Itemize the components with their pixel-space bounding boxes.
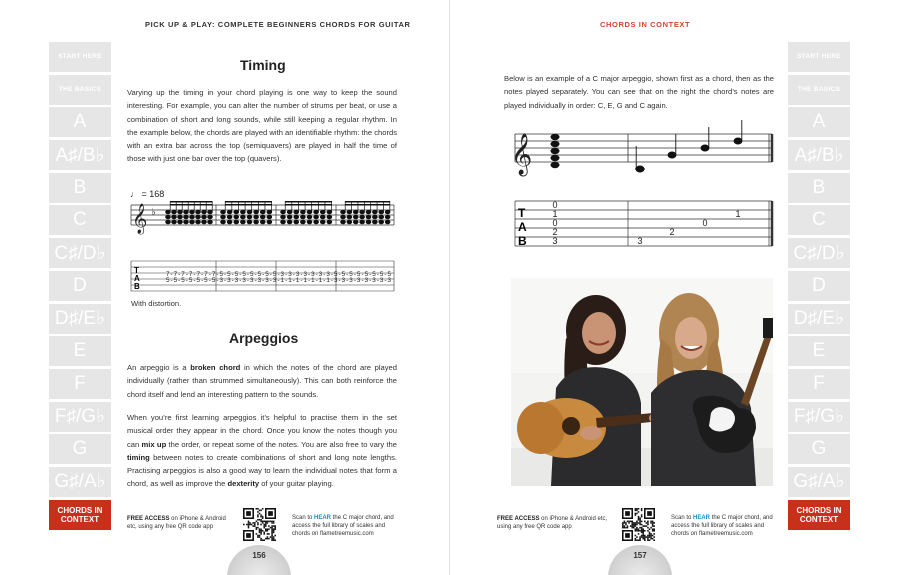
rhythm-note-head xyxy=(202,215,207,218)
tempo-mark: ♩ = 168 xyxy=(130,189,165,199)
rhythm-note-head xyxy=(373,210,378,213)
rhythm-note-head xyxy=(314,220,319,223)
page-disc-right xyxy=(608,545,672,575)
side-tab-right-14[interactable]: CHORDS IN CONTEXT xyxy=(788,500,850,530)
rhythm-beam xyxy=(345,204,390,206)
rhythm-note-head xyxy=(366,215,371,218)
guitar-players-photo xyxy=(511,278,773,486)
side-tab-right-6[interactable]: C♯/D♭ xyxy=(788,238,850,268)
rhythm-note-head xyxy=(314,215,319,218)
rhythm-note-head xyxy=(320,215,325,218)
rhythm-note-head xyxy=(247,220,252,223)
tab-letter-t: T xyxy=(134,266,139,275)
rhythm-note-head xyxy=(247,215,252,218)
rhythm-note-head xyxy=(227,210,232,213)
rhythm-note-head xyxy=(184,210,189,213)
rhythm-note-head xyxy=(208,215,213,218)
rhythm-beam xyxy=(345,201,390,203)
rhythm-note-head xyxy=(267,220,272,223)
rhythm-note-head xyxy=(208,220,213,223)
tab-chord-fret: 0 xyxy=(552,200,558,210)
running-head-right: CHORDS IN CONTEXT xyxy=(600,20,691,29)
rhythm-note-head xyxy=(190,220,195,223)
tab-arpeggio-fret: 1 xyxy=(735,209,741,219)
rhythm-note-head xyxy=(320,210,325,213)
intro-paragraph: Below is an example of a C major arpeggio, shown first as a chord, then as the notes played separately. You can see that on the right the chord’s notes are played individually in order: C, E, G and C again. xyxy=(504,74,774,110)
rhythm-beam xyxy=(285,204,332,206)
rhythm-note-head xyxy=(385,220,390,223)
rhythm-note-head xyxy=(379,220,384,223)
rhythm-note-head xyxy=(234,215,239,218)
rhythm-note-head xyxy=(227,220,232,223)
page-number-left: 156 xyxy=(252,551,266,560)
rhythm-note-head xyxy=(221,210,226,213)
treble-clef-icon: 𝄞 xyxy=(132,204,148,234)
side-tab-right-12[interactable]: G xyxy=(788,434,850,464)
tab-letter-a: A xyxy=(134,274,140,283)
rhythm-note-head xyxy=(267,215,272,218)
rhythm-note-head xyxy=(172,210,177,213)
side-tab-left-6[interactable]: C♯/D♭ xyxy=(49,238,111,268)
rhythm-note-head xyxy=(247,210,252,213)
side-tab-left-13[interactable]: G♯/A♭ xyxy=(49,467,111,497)
timing-paragraph: Varying up the timing in your chord playing is one way to keep the sound interesting. For example, you can alter the number of strums per beat, or use a combination of short and long sounds, while still keeping a regular rhythm. In the example below, the chords are played with an identifiable rhythm: the chords with an extra bar across the top (semiquavers) are played in half the time of those with just one bar over the top (quavers). xyxy=(127,88,397,164)
rhythm-note-head xyxy=(366,220,371,223)
rhythm-beam xyxy=(225,204,272,206)
tab-chord-fret: 0 xyxy=(552,218,558,228)
side-tab-left-1[interactable]: THE BASICS xyxy=(49,75,111,105)
side-tab-right-2[interactable]: A xyxy=(788,107,850,137)
tab-letter-t: T xyxy=(518,206,526,220)
rhythm-note-head xyxy=(287,210,292,213)
rhythm-note-head xyxy=(234,220,239,223)
side-tab-left-9[interactable]: E xyxy=(49,336,111,366)
rhythm-note-head xyxy=(166,215,171,218)
rhythm-note-head xyxy=(196,215,201,218)
arpeggios-paragraph-2: When you’re first learning arpeggios it’s helpful to practise them in the set musical order they appear in the chord. Once you know the notes though you can mix up the order, or repeat some of the notes. You are also free to vary the timing between notes to create combinations of short and long note lengths. Practising arpeggios is also a good way to learn the individual notes that form a chord, as well as improve the dexterity of your guitar playing. xyxy=(127,413,397,489)
rhythm-note-head xyxy=(260,220,265,223)
qr-code-icon[interactable] xyxy=(243,508,276,541)
rhythm-beam xyxy=(170,204,212,206)
rhythm-note-head xyxy=(353,210,358,213)
side-tab-right-1[interactable]: THE BASICS xyxy=(788,75,850,105)
rhythm-note-head xyxy=(202,220,207,223)
rhythm-note-head xyxy=(254,215,259,218)
rhythm-note-head xyxy=(341,210,346,213)
rhythm-note-head xyxy=(221,220,226,223)
side-tab-right-11[interactable]: F♯/G♭ xyxy=(788,402,850,432)
side-tab-left-11[interactable]: F♯/G♭ xyxy=(49,402,111,432)
rhythm-note-head xyxy=(327,210,332,213)
side-tab-left-0[interactable]: START HERE xyxy=(49,42,111,72)
rhythm-note-head xyxy=(241,210,246,213)
rhythm-note-head xyxy=(166,210,171,213)
rhythm-note-head xyxy=(301,215,306,218)
rhythm-note-head xyxy=(366,210,371,213)
treble-clef-icon: 𝄞 xyxy=(511,134,533,175)
rhythm-note-head xyxy=(287,215,292,218)
rhythm-note-head xyxy=(196,220,201,223)
rhythm-note-head xyxy=(178,215,183,218)
arpeggios-heading: Arpeggios xyxy=(229,330,299,346)
rhythm-note-head xyxy=(281,215,286,218)
side-tab-left-14[interactable]: CHORDS IN CONTEXT xyxy=(49,500,111,530)
rhythm-beam xyxy=(285,201,332,203)
rhythm-note-head xyxy=(379,210,384,213)
rhythm-note-head xyxy=(184,220,189,223)
rhythm-note-head xyxy=(227,215,232,218)
rhythm-note-head xyxy=(347,215,352,218)
rhythm-note-head xyxy=(281,210,286,213)
footer-scan-left: Scan to HEAR the C major chord, and access the full library of scales and chords on flametreemusic.com xyxy=(292,515,394,537)
rhythm-beam xyxy=(170,201,212,203)
side-tab-left-10[interactable]: F xyxy=(49,369,111,399)
side-tab-left-8[interactable]: D♯/E♭ xyxy=(49,304,111,334)
side-tab-right-3[interactable]: A♯/B♭ xyxy=(788,140,850,170)
right-page xyxy=(450,0,900,575)
side-tab-left-4[interactable]: B xyxy=(49,173,111,203)
running-head-left: PICK UP & PLAY: COMPLETE BEGINNERS CHORDS FOR GUITAR xyxy=(145,20,411,29)
rhythm-note-head xyxy=(267,210,272,213)
rhythm-note-head xyxy=(320,220,325,223)
tab-row-lower: 5-5-5-5-5-5-5-3-3-3-3-3-3-3-3-1-1-1-1-1-1-1-3-3-3-3-3-3-3-3 xyxy=(166,277,391,284)
rhythm-notation xyxy=(126,185,398,295)
rhythm-note-head xyxy=(166,220,171,223)
rhythm-note-head xyxy=(260,210,265,213)
rhythm-note-head xyxy=(327,220,332,223)
rhythm-note-head xyxy=(341,220,346,223)
notation-caption: With distortion. xyxy=(131,299,182,308)
rhythm-note-head xyxy=(307,215,312,218)
tab-chord-fret: 1 xyxy=(552,209,558,219)
rhythm-note-head xyxy=(294,215,299,218)
side-tab-right-9[interactable]: E xyxy=(788,336,850,366)
side-tabs-left xyxy=(49,42,111,532)
rhythm-note-head xyxy=(254,210,259,213)
rhythm-note-head xyxy=(360,220,365,223)
qr-code-icon[interactable] xyxy=(622,508,655,541)
footer-scan-right: Scan to HEAR the C major chord, and access the full library of scales and chords on flametreemusic.com xyxy=(671,515,773,537)
rhythm-note-head xyxy=(196,210,201,213)
tab-chord-fret: 3 xyxy=(552,236,558,246)
tab-arpeggio-fret: 3 xyxy=(637,236,643,246)
rhythm-note-head xyxy=(385,215,390,218)
rhythm-note-head xyxy=(307,210,312,213)
tab-letter-a: A xyxy=(518,220,527,234)
tab-chord-fret: 2 xyxy=(552,227,558,237)
rhythm-note-head xyxy=(307,220,312,223)
tab-letter-b: B xyxy=(134,282,140,291)
tab-row-upper: 7-7-7-7-7-7-7-5-5-5-5-5-5-5-5-3-3-3-3-3-3-3-5-5-5-5-5-5-5-5 xyxy=(166,271,391,278)
side-tab-right-13[interactable]: G♯/A♭ xyxy=(788,467,850,497)
rhythm-note-head xyxy=(353,215,358,218)
rhythm-note-head xyxy=(221,215,226,218)
arpeggio-notation xyxy=(510,120,776,255)
rhythm-note-head xyxy=(294,220,299,223)
side-tab-right-10[interactable]: F xyxy=(788,369,850,399)
rhythm-note-head xyxy=(172,215,177,218)
rhythm-note-head xyxy=(327,215,332,218)
side-tab-right-4[interactable]: B xyxy=(788,173,850,203)
rhythm-note-head xyxy=(385,210,390,213)
side-tab-right-5[interactable]: C xyxy=(788,205,850,235)
page-disc-left xyxy=(227,545,291,575)
tab-letter-b: B xyxy=(518,234,527,248)
rhythm-note-head xyxy=(190,210,195,213)
side-tab-right-8[interactable]: D♯/E♭ xyxy=(788,304,850,334)
rhythm-note-head xyxy=(260,215,265,218)
side-tab-left-7[interactable]: D xyxy=(49,271,111,301)
side-tab-right-7[interactable]: D xyxy=(788,271,850,301)
rhythm-note-head xyxy=(241,215,246,218)
rhythm-note-head xyxy=(294,210,299,213)
rhythm-note-head xyxy=(360,215,365,218)
page-number-right: 157 xyxy=(633,551,647,560)
rhythm-note-head xyxy=(301,220,306,223)
timing-heading: Timing xyxy=(240,57,286,73)
side-tab-left-12[interactable]: G xyxy=(49,434,111,464)
side-tab-left-5[interactable]: C xyxy=(49,205,111,235)
arpeggios-paragraph-1: An arpeggio is a broken chord in which the notes of the chord are played individually (rather than strummed simultaneously). This can both reinforce the chord itself and lend an interesting pattern to the sounds. xyxy=(127,363,397,399)
rhythm-note-head xyxy=(360,210,365,213)
flat-icon: ♭ xyxy=(151,207,156,218)
rhythm-note-head xyxy=(234,210,239,213)
rhythm-note-head xyxy=(353,220,358,223)
rhythm-note-head xyxy=(202,210,207,213)
side-tab-right-0[interactable]: START HERE xyxy=(788,42,850,72)
rhythm-note-head xyxy=(254,220,259,223)
rhythm-note-head xyxy=(184,215,189,218)
footer-access-right: FREE ACCESS on iPhone & Android etc, using any free QR code app xyxy=(497,516,608,530)
side-tab-left-2[interactable]: A xyxy=(49,107,111,137)
rhythm-note-head xyxy=(178,220,183,223)
rhythm-note-head xyxy=(347,210,352,213)
rhythm-note-head xyxy=(281,220,286,223)
side-tabs-right xyxy=(788,42,850,532)
rhythm-note-head xyxy=(178,210,183,213)
rhythm-note-head xyxy=(301,210,306,213)
footer-access-left: FREE ACCESS on iPhone & Android etc, using any free QR code app xyxy=(127,516,226,530)
rhythm-note-head xyxy=(190,215,195,218)
tab-arpeggio-fret: 2 xyxy=(669,227,675,237)
side-tab-left-3[interactable]: A♯/B♭ xyxy=(49,140,111,170)
rhythm-note-head xyxy=(379,215,384,218)
rhythm-note-head xyxy=(172,220,177,223)
tab-arpeggio-fret: 0 xyxy=(702,218,708,228)
rhythm-note-head xyxy=(287,220,292,223)
rhythm-note-head xyxy=(241,220,246,223)
rhythm-beam xyxy=(225,201,272,203)
rhythm-note-head xyxy=(373,220,378,223)
rhythm-note-head xyxy=(373,215,378,218)
rhythm-note-head xyxy=(347,220,352,223)
rhythm-note-head xyxy=(314,210,319,213)
rhythm-note-head xyxy=(208,210,213,213)
rhythm-note-head xyxy=(341,215,346,218)
